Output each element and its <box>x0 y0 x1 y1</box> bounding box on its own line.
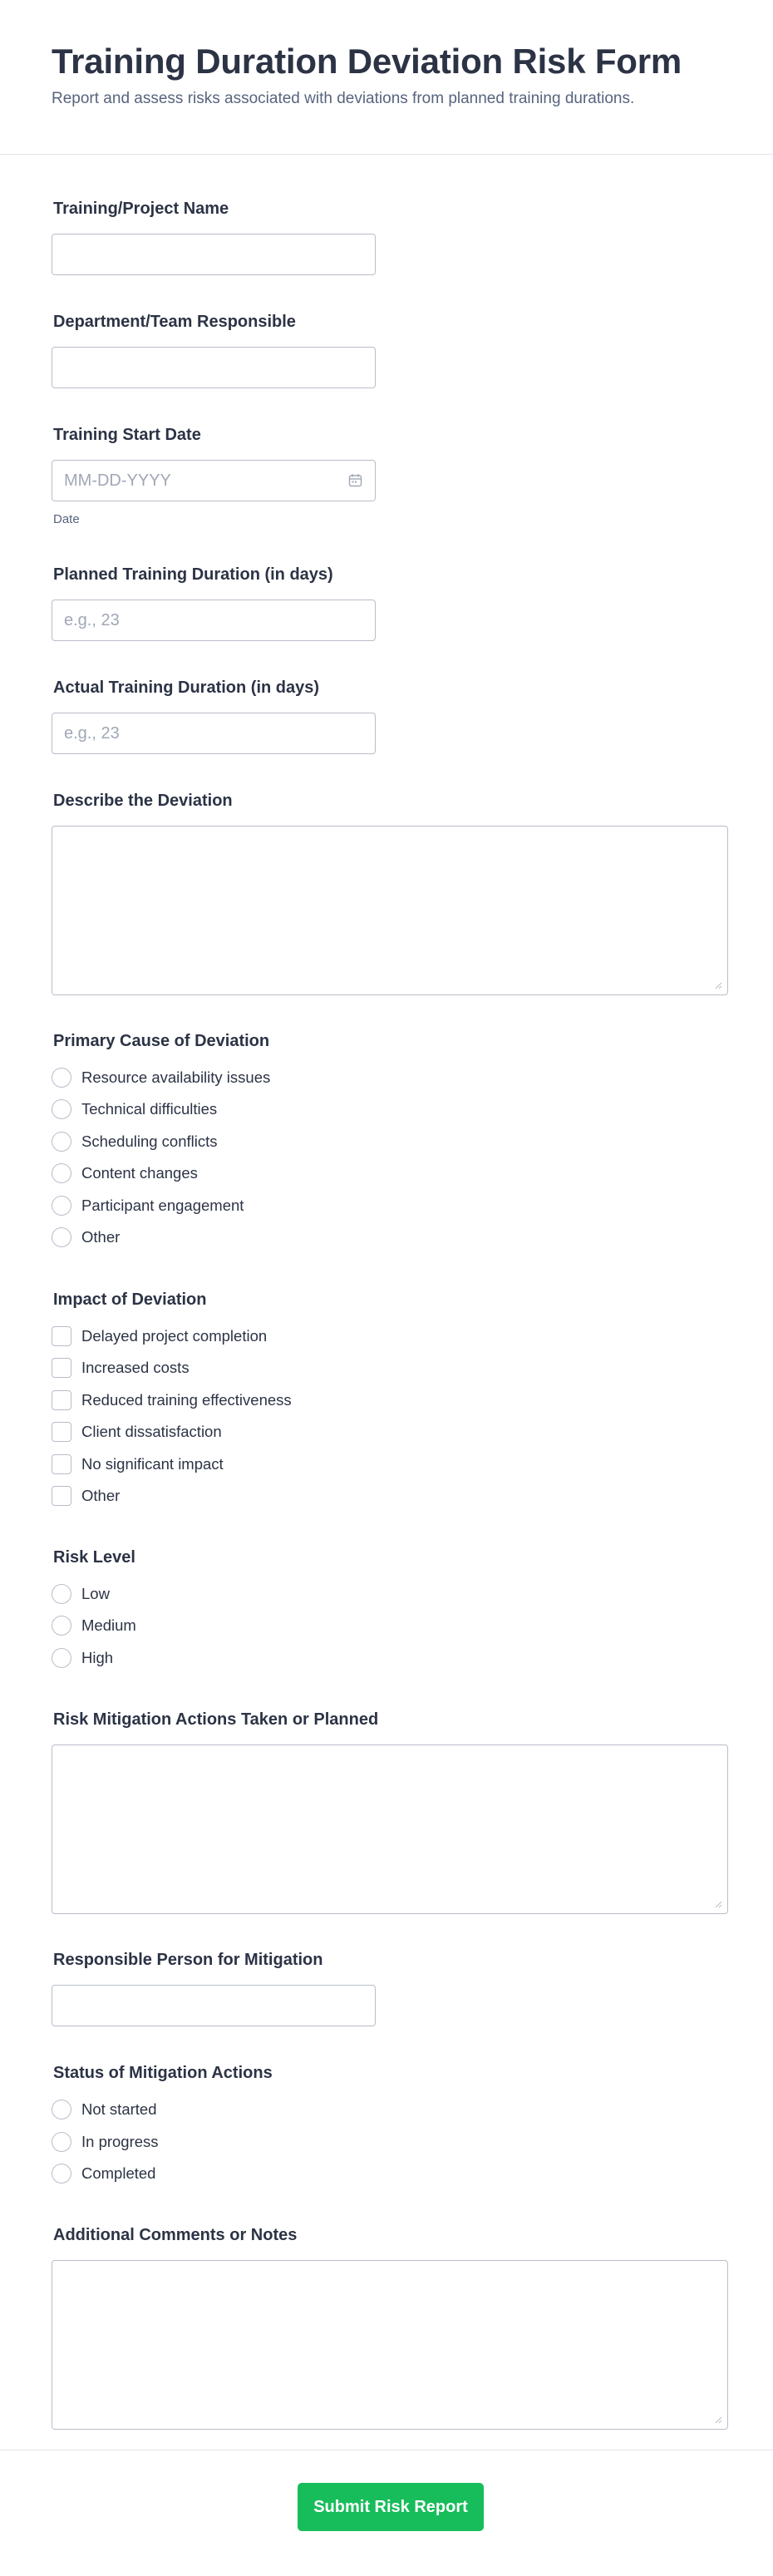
risk-level-option[interactable] <box>52 1647 113 1669</box>
start-date-input[interactable] <box>52 460 376 501</box>
radio-button[interactable] <box>52 2132 71 2152</box>
form-title: Training Duration Deviation Risk Form <box>52 42 682 81</box>
impact-option[interactable] <box>52 1357 190 1379</box>
radio-button[interactable] <box>52 2100 71 2120</box>
primary-cause-label: Primary Cause of Deviation <box>53 1032 270 1050</box>
impact-option[interactable] <box>52 1453 224 1475</box>
option-label: Participant engagement <box>81 1197 244 1214</box>
option-label: Not started <box>81 2100 157 2118</box>
option-label: Completed <box>81 2164 156 2182</box>
radio-button[interactable] <box>52 1099 71 1119</box>
primary-cause-option[interactable] <box>52 1162 198 1184</box>
primary-cause-option[interactable] <box>52 1195 244 1216</box>
comments-textarea[interactable] <box>52 2260 728 2430</box>
responsible-person-label: Responsible Person for Mitigation <box>53 1951 323 1969</box>
option-label: Medium <box>81 1616 136 1634</box>
checkbox[interactable] <box>52 1358 71 1378</box>
start-date-label: Training Start Date <box>53 426 201 444</box>
option-label: In progress <box>81 2133 159 2150</box>
option-label: Reduced training effectiveness <box>81 1391 292 1409</box>
option-label: Client dissatisfaction <box>81 1423 222 1440</box>
resize-handle-icon[interactable] <box>714 981 722 989</box>
option-label: Other <box>81 1228 121 1246</box>
responsible-person-input[interactable] <box>52 1985 376 2026</box>
primary-cause-option[interactable] <box>52 1226 120 1248</box>
deviation-description-textarea[interactable] <box>52 826 728 995</box>
option-label: Delayed project completion <box>81 1327 268 1345</box>
mitigation-status-option[interactable] <box>52 2163 155 2184</box>
mitigation-actions-label: Risk Mitigation Actions Taken or Planned <box>53 1710 379 1729</box>
resize-handle-icon[interactable] <box>714 1900 722 1908</box>
mitigation-status-option[interactable] <box>52 2131 159 2153</box>
checkbox[interactable] <box>52 1422 71 1442</box>
project-name-label: Training/Project Name <box>53 200 229 218</box>
radio-button[interactable] <box>52 1163 71 1183</box>
checkbox[interactable] <box>52 1486 71 1506</box>
risk-level-option[interactable] <box>52 1615 136 1636</box>
risk-level-option[interactable] <box>52 1583 110 1605</box>
primary-cause-option[interactable] <box>52 1067 270 1088</box>
impact-label: Impact of Deviation <box>53 1290 207 1309</box>
checkbox[interactable] <box>52 1454 71 1474</box>
planned-duration-label: Planned Training Duration (in days) <box>53 565 333 584</box>
planned-duration-input[interactable] <box>52 600 376 641</box>
option-label: Scheduling conflicts <box>81 1133 218 1150</box>
resize-handle-icon[interactable] <box>714 2416 722 2424</box>
actual-duration-label: Actual Training Duration (in days) <box>53 679 320 697</box>
primary-cause-option[interactable] <box>52 1098 217 1120</box>
comments-label: Additional Comments or Notes <box>53 2226 298 2244</box>
deviation-description-label: Describe the Deviation <box>53 792 233 810</box>
department-label: Department/Team Responsible <box>53 313 296 331</box>
radio-button[interactable] <box>52 1648 71 1668</box>
radio-button[interactable] <box>52 1227 71 1247</box>
submit-button[interactable]: Submit Risk Report <box>298 2483 484 2531</box>
actual-duration-input[interactable] <box>52 713 376 754</box>
impact-option[interactable] <box>52 1389 292 1411</box>
option-label: Other <box>81 1487 121 1504</box>
checkbox[interactable] <box>52 1326 71 1346</box>
checkbox[interactable] <box>52 1390 71 1410</box>
option-label: Low <box>81 1585 110 1602</box>
option-label: High <box>81 1649 114 1666</box>
form-header <box>0 0 773 155</box>
impact-option[interactable] <box>52 1421 222 1443</box>
radio-button[interactable] <box>52 1132 71 1152</box>
risk-level-label: Risk Level <box>53 1548 135 1567</box>
start-date-sublabel: Date <box>53 512 80 526</box>
radio-button[interactable] <box>52 2164 71 2184</box>
option-label: Technical difficulties <box>81 1100 218 1118</box>
primary-cause-option[interactable] <box>52 1131 218 1152</box>
option-label: Content changes <box>81 1164 198 1182</box>
impact-option[interactable] <box>52 1485 120 1507</box>
option-label: Increased costs <box>81 1359 190 1376</box>
option-label: Resource availability issues <box>81 1068 271 1086</box>
radio-button[interactable] <box>52 1196 71 1216</box>
mitigation-status-label: Status of Mitigation Actions <box>53 2064 273 2082</box>
mitigation-actions-textarea[interactable] <box>52 1744 728 1914</box>
impact-option[interactable] <box>52 1325 267 1347</box>
calendar-icon[interactable] <box>348 473 362 487</box>
radio-button[interactable] <box>52 1068 71 1088</box>
mitigation-status-option[interactable] <box>52 2099 157 2120</box>
form-subtitle: Report and assess risks associated with deviations from planned training durations. <box>52 90 635 107</box>
radio-button[interactable] <box>52 1616 71 1636</box>
department-input[interactable] <box>52 347 376 388</box>
radio-button[interactable] <box>52 1584 71 1604</box>
option-label: No significant impact <box>81 1455 224 1473</box>
start-date-field <box>52 460 376 501</box>
project-name-input[interactable] <box>52 234 376 275</box>
